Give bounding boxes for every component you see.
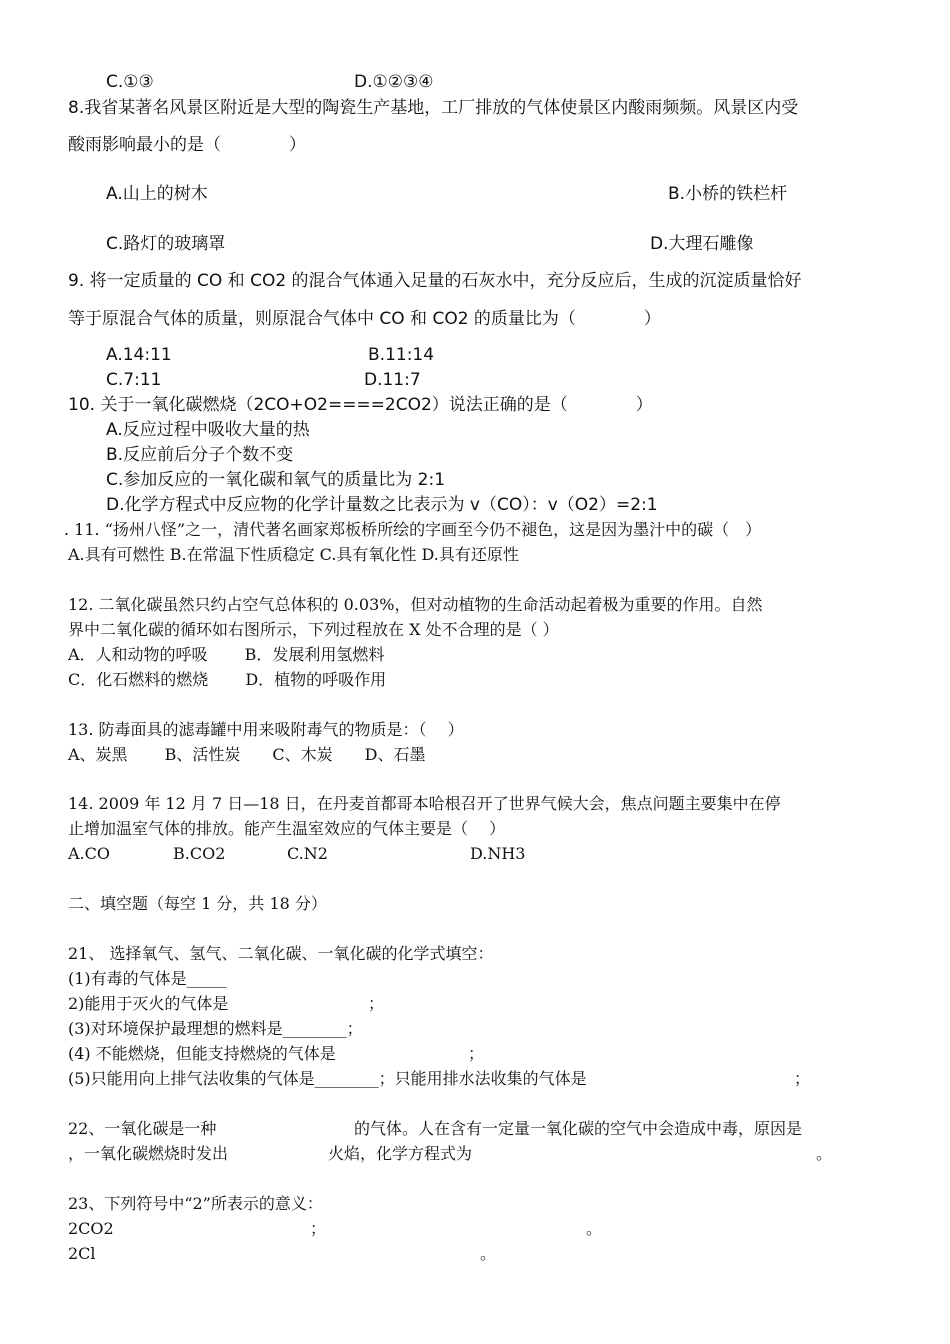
q21-item-5: (5)只能用向上排气法收集的气体是________；只能用排水法收集的气体是 bbox=[68, 1069, 587, 1088]
q22-part-4: 火焰，化学方程式为 bbox=[328, 1144, 473, 1163]
q23-symbol-2-end: 。 bbox=[480, 1244, 497, 1263]
q9-stem-line2: 等于原混合气体的质量，则原混合气体中 CO 和 CO2 的质量比为（ ） bbox=[68, 309, 661, 329]
q8-option-a: A.山上的树木 bbox=[106, 184, 208, 204]
q14-stem-line1: 14. 2009 年 12 月 7 日—18 日，在丹麦首都哥本哈根召开了世界气候大会，焦点问题主要集中在停 bbox=[68, 794, 781, 813]
q14-option-c: C.N2 bbox=[287, 844, 328, 863]
q21-item-5-end: ； bbox=[794, 1069, 811, 1088]
q7-option-c: C.①③ bbox=[106, 72, 154, 92]
q9-option-b: B.11:14 bbox=[368, 345, 435, 365]
q9-option-a: A.14:11 bbox=[106, 345, 172, 365]
q13-options: A、炭黑 B、活性炭 C、木炭 D、石墨 bbox=[68, 745, 426, 764]
q14-option-b: B.CO2 bbox=[173, 844, 226, 863]
q9-option-c: C.7:11 bbox=[106, 370, 162, 390]
q22-part-5: 。 bbox=[816, 1144, 833, 1163]
q23-symbol-1-mid: ； bbox=[310, 1219, 327, 1238]
q11-stem: . 11. “扬州八怪”之一，清代著名画家郑板桥所绘的字画至今仍不褪色，这是因为墨汁中的碳（ ） bbox=[64, 520, 762, 539]
q13-stem: 13. 防毒面具的滤毒罐中用来吸附毒气的物质是：（ ） bbox=[68, 720, 464, 739]
q21-item-2-end: ； bbox=[368, 994, 385, 1013]
q22-part-3: ，一氧化碳燃烧时发出 bbox=[68, 1144, 229, 1163]
q8-option-b: B.小桥的铁栏杆 bbox=[668, 184, 788, 204]
q21-item-3: (3)对环境保护最理想的燃料是________； bbox=[68, 1019, 363, 1038]
q10-stem: 10. 关于一氧化碳燃烧（2CO+O2====2CO2）说法正确的是（ ） bbox=[68, 395, 653, 415]
q14-option-a: A.CO bbox=[68, 844, 110, 863]
q23-symbol-1: 2CO2 bbox=[68, 1219, 114, 1238]
q10-option-c: C.参加反应的一氧化碳和氧气的质量比为 2:1 bbox=[106, 470, 446, 490]
q8-option-d: D.大理石雕像 bbox=[650, 234, 754, 254]
q9-stem-line1: 9. 将一定质量的 CO 和 CO2 的混合气体通入足量的石灰水中，充分反应后，生成的沉淀质量恰好 bbox=[68, 271, 802, 291]
q14-option-d: D.NH3 bbox=[470, 844, 526, 863]
q21-item-1: (1)有毒的气体是_____ bbox=[68, 969, 227, 988]
q22-part-2: 的气体。人在含有一定量一氧化碳的空气中会造成中毒，原因是 bbox=[354, 1119, 803, 1138]
q23-symbol-1-end: 。 bbox=[586, 1219, 603, 1238]
section-title: 二、填空题（每空 1 分，共 18 分） bbox=[68, 894, 327, 913]
q10-option-d: D.化学方程式中反应物的化学计量数之比表示为 v（CO）：v（O2）=2:1 bbox=[106, 495, 658, 515]
q12-options-cd: C．化石燃料的燃烧 D．植物的呼吸作用 bbox=[68, 670, 387, 689]
q10-option-b: B.反应前后分子个数不变 bbox=[106, 445, 294, 465]
q14-stem-line2: 止增加温室气体的排放。能产生温室效应的气体主要是（ ） bbox=[68, 819, 506, 838]
q8-stem-line1: 8.我省某著名风景区附近是大型的陶瓷生产基地，工厂排放的气体使景区内酸雨频频。风景区内受 bbox=[68, 98, 799, 118]
q8-stem-line2: 酸雨影响最小的是（ ） bbox=[68, 135, 306, 155]
q22-part-1: 22、一氧化碳是一种 bbox=[68, 1119, 217, 1138]
q11-options: A.具有可燃性 B.在常温下性质稳定 C.具有氧化性 D.具有还原性 bbox=[68, 545, 519, 564]
q12-stem-line1: 12. 二氧化碳虽然只约占空气总体积的 0.03%，但对动植物的生命活动起着极为重要的作用。自然 bbox=[68, 595, 763, 614]
q10-option-a: A.反应过程中吸收大量的热 bbox=[106, 420, 310, 440]
q8-option-c: C.路灯的玻璃罩 bbox=[106, 234, 226, 254]
q21-item-4-end: ； bbox=[468, 1044, 485, 1063]
q7-option-d: D.①②③④ bbox=[354, 72, 434, 92]
q9-option-d: D.11:7 bbox=[364, 370, 421, 390]
q21-item-4: (4) 不能燃烧，但能支持燃烧的气体是 bbox=[68, 1044, 336, 1063]
q12-stem-line2: 界中二氧化碳的循环如右图所示，下列过程放在 X 处不合理的是（ ） bbox=[68, 620, 559, 639]
q21-item-2: 2)能用于灭火的气体是 bbox=[68, 994, 229, 1013]
q23-stem: 23、下列符号中“2”所表示的意义： bbox=[68, 1194, 323, 1213]
q23-symbol-2: 2Cl bbox=[68, 1244, 96, 1263]
q12-options-ab: A．人和动物的呼吸 B．发展利用氢燃料 bbox=[68, 645, 385, 664]
q21-stem: 21、 选择氧气、氢气、二氧化碳、一氧化碳的化学式填空： bbox=[68, 944, 494, 963]
